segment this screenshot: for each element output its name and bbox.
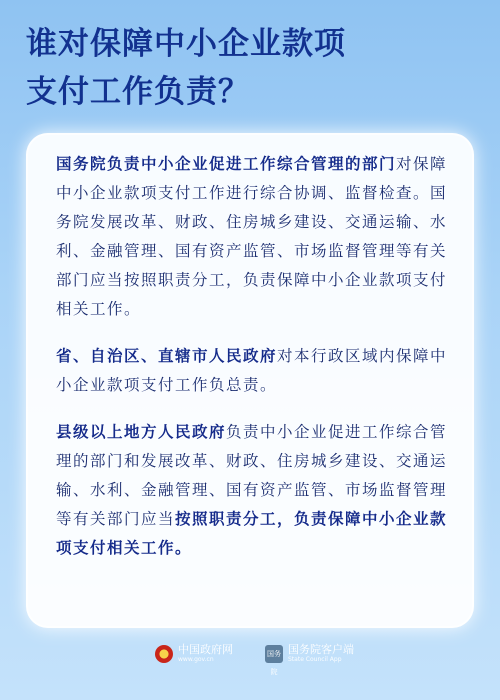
gov-cn-name: 中国政府网 [178,643,233,656]
gov-cn-url: www.gov.cn [178,656,214,663]
app-name: 国务院客户端 [288,643,354,656]
paragraph-provincial-government [56,342,448,400]
paragraph-state-council [56,150,448,324]
title-line-1: 谁对保障中小企业款项 [26,26,346,62]
paragraph-3-bold: 县级以上地方人民政府 [56,423,227,441]
page-title [26,20,486,116]
state-council-app-logo [265,643,354,676]
app-icon: 国务院 [265,645,283,663]
paragraph-1-text: 对保障中小企业款项支付工作进行综合协调、监督检查。国务院发展改革、财政、住房城乡建设、交通运输、水利、金融管理、国有资产监管、市场监督管理等有关部门应当按照职责分工，负责保障中小企业款项支付相关工作。 [56,155,448,318]
title-line-2: 支付工作负责？ [26,74,250,110]
paragraph-2-bold: 省、自治区、直辖市人民政府 [56,347,278,365]
national-emblem-icon [155,645,173,663]
gov-cn-logo [155,643,233,664]
paragraph-3-text: 负责中小企业促进工作综合管理的部门和发展改革、财政、住房城乡建设、交通运输、水利、金融管理、国有资产监管、市场监督管理等有关部门应当 [56,423,448,528]
app-sub: State Council App [288,656,342,663]
paragraph-1-bold: 国务院负责中小企业促进工作综合管理的部门 [56,155,397,173]
paragraph-2-text: 对本行政区域内保障中小企业款项支付工作负总责。 [56,347,448,394]
paragraph-county-government [56,418,448,563]
card-body [56,150,448,581]
footer [0,637,500,677]
paragraph-3-bold-tail: 按照职责分工，负责保障中小企业款项支付相关工作。 [56,510,448,557]
